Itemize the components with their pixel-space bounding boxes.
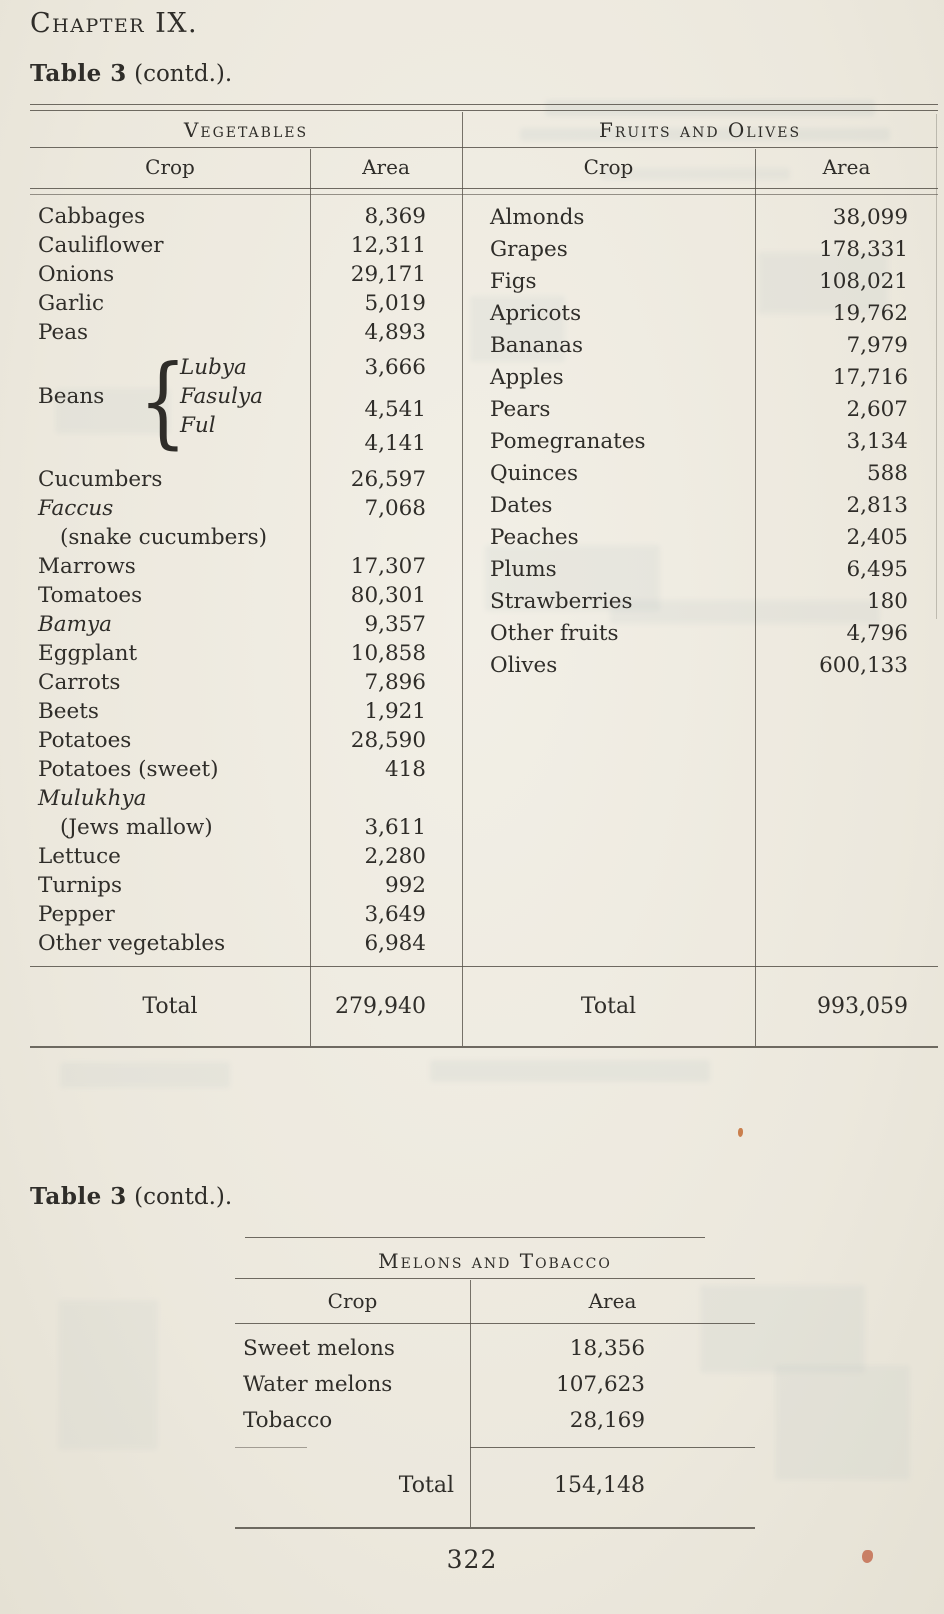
- crop-name: Faccus: [38, 496, 114, 521]
- table-row: [30, 668, 462, 697]
- crop-name: Apricots: [490, 301, 582, 326]
- fruit-rows: [462, 202, 938, 682]
- table-row: [462, 266, 938, 298]
- table-row: [30, 639, 462, 668]
- area-value: 9,357: [364, 612, 426, 637]
- area-value: 178,331: [819, 237, 908, 262]
- table-row: [462, 426, 938, 458]
- crop-name: Other vegetables: [38, 931, 226, 956]
- crop-name: Olives: [490, 653, 558, 678]
- table-row: [462, 202, 938, 234]
- table-row: [30, 697, 462, 726]
- fruit-total-label: Total: [580, 994, 637, 1019]
- table-row: [462, 234, 938, 266]
- table-row: [30, 813, 462, 842]
- table-row: [462, 522, 938, 554]
- area-value: 1,921: [364, 699, 426, 724]
- melons-section-title: Melons and Tobacco: [378, 1249, 612, 1273]
- table-b-heading: [30, 1183, 232, 1210]
- table-rule-bottom: [30, 1046, 938, 1048]
- crop-name: Dates: [490, 493, 553, 518]
- table-row: [30, 784, 462, 813]
- crop-name: Onions: [38, 262, 115, 287]
- table-row: [30, 231, 462, 260]
- area-value: 2,813: [846, 493, 908, 518]
- area-value: 3,134: [846, 429, 908, 454]
- crop-name: Mulukhya: [38, 786, 147, 811]
- crop-name: Strawberries: [490, 589, 633, 614]
- area-value: 4,893: [364, 320, 426, 345]
- crop-name: Cauliflower: [38, 233, 164, 258]
- table-row: [30, 202, 462, 231]
- area-value: 180: [866, 589, 908, 614]
- melons-crop-column-header: Crop: [327, 1289, 378, 1313]
- beans-label: Beans: [38, 384, 105, 409]
- bean-variety-name: Fasulya: [180, 384, 263, 409]
- crop-name: Potatoes (sweet): [38, 757, 219, 782]
- bleedthrough-smudge: [430, 1060, 710, 1082]
- table-row: [30, 842, 462, 871]
- table-row: [30, 929, 462, 958]
- bean-variety-area: 3,666: [364, 355, 426, 380]
- table-row: [462, 586, 938, 618]
- crop-name: Pomegranates: [490, 429, 646, 454]
- area-value: 28,169: [569, 1408, 645, 1433]
- crop-name: Tobacco: [243, 1408, 333, 1433]
- table-rule-under-titles: [30, 147, 938, 148]
- crop-name: Pears: [490, 397, 551, 422]
- table-rule-under-title: [235, 1278, 755, 1279]
- crop-name: Quinces: [490, 461, 578, 486]
- page-number: 322: [446, 1545, 498, 1574]
- table-rule-under-subhead: [30, 188, 938, 189]
- area-value: 10,858: [350, 641, 426, 666]
- crop-name: Pepper: [38, 902, 115, 927]
- table-b-heading-rest: (contd.).: [126, 1184, 233, 1210]
- melons-total-label: Total: [398, 1473, 454, 1498]
- table-row: [462, 330, 938, 362]
- area-value: 7,979: [846, 333, 908, 358]
- area-value: 3,649: [364, 902, 426, 927]
- area-value: 26,597: [350, 467, 426, 492]
- area-value: 38,099: [832, 205, 908, 230]
- table-row: [30, 871, 462, 900]
- area-value: 80,301: [350, 583, 426, 608]
- area-value: 6,984: [364, 931, 426, 956]
- melons-total-value: 154,148: [554, 1473, 645, 1498]
- table-row: [462, 362, 938, 394]
- area-value: 17,716: [832, 365, 908, 390]
- bleedthrough-smudge: [775, 1365, 910, 1480]
- table-rule-top: [245, 1237, 705, 1238]
- crop-name: Turnips: [38, 873, 122, 898]
- bean-variety-name: Lubya: [180, 355, 247, 380]
- crop-name: Marrows: [38, 554, 136, 579]
- table-row: [30, 289, 462, 318]
- vegetable-rows-before-beans: [30, 202, 462, 347]
- crop-name: Sweet melons: [243, 1336, 395, 1361]
- fruits-section-title: Fruits and Olives: [598, 118, 802, 142]
- table-row: [30, 523, 462, 552]
- table-row: [30, 726, 462, 755]
- crop-name: Peas: [38, 320, 89, 345]
- table-row: [30, 318, 462, 347]
- area-value: 17,307: [350, 554, 426, 579]
- crop-name: Potatoes: [38, 728, 132, 753]
- area-value: 2,280: [364, 844, 426, 869]
- table-row: [462, 618, 938, 650]
- crop-name: Eggplant: [38, 641, 138, 666]
- area-value: 3,611: [364, 815, 426, 840]
- table-row: [30, 581, 462, 610]
- table-a-heading-bold: Table 3: [30, 60, 127, 87]
- beans-brace: {: [138, 343, 187, 460]
- crop-name: Carrots: [38, 670, 121, 695]
- area-value: 992: [384, 873, 426, 898]
- table-row: [30, 900, 462, 929]
- table-row: [462, 458, 938, 490]
- area-value: 588: [866, 461, 908, 486]
- veg-crop-column-header: Crop: [145, 155, 195, 179]
- veg-area-column-header: Area: [362, 155, 410, 179]
- crop-name: Bamya: [38, 612, 112, 637]
- crop-name: Figs: [490, 269, 537, 294]
- crop-name: Cabbages: [38, 204, 146, 229]
- crop-name: Water melons: [243, 1372, 393, 1397]
- crops-table: [30, 104, 938, 1048]
- table-row: [235, 1403, 755, 1439]
- area-value: [310, 784, 462, 813]
- bleedthrough-smudge: [58, 1300, 158, 1450]
- table-row: [30, 552, 462, 581]
- table-row: [30, 610, 462, 639]
- fruit-total-value: 993,059: [817, 994, 908, 1019]
- beans-group: [30, 343, 462, 460]
- area-value: 28,590: [350, 728, 426, 753]
- crop-name: Almonds: [490, 205, 585, 230]
- crop-name: Plums: [490, 557, 557, 582]
- table-b-heading-bold: Table 3: [30, 1183, 127, 1210]
- area-value: 107,623: [556, 1372, 645, 1397]
- table-row: [462, 394, 938, 426]
- area-value: 2,607: [846, 397, 908, 422]
- area-value: 2,405: [846, 525, 908, 550]
- area-value: 12,311: [350, 233, 426, 258]
- table-row: [30, 260, 462, 289]
- veg-total-label: Total: [142, 994, 198, 1019]
- chapter-heading: Chapter IX.: [30, 8, 199, 39]
- crop-name: (Jews mallow): [60, 815, 213, 840]
- area-value: 600,133: [819, 653, 908, 678]
- table-row: [462, 554, 938, 586]
- area-value: 5,019: [364, 291, 426, 316]
- crop-name: Bananas: [490, 333, 583, 358]
- fruit-crop-column-header: Crop: [583, 155, 634, 179]
- table-row: [235, 1367, 755, 1403]
- bleedthrough-smudge: [60, 1062, 230, 1088]
- table-rule-under-subhead: [235, 1323, 755, 1324]
- crop-name: Lettuce: [38, 844, 121, 869]
- table-rule-bottom: [235, 1527, 755, 1529]
- area-value: 6,495: [846, 557, 908, 582]
- melons-rows: [235, 1331, 755, 1439]
- table-a-heading-rest: (contd.).: [126, 61, 233, 87]
- table-row: [235, 1331, 755, 1367]
- fruit-area-column-header: Area: [822, 155, 871, 179]
- vegetable-rows-after-beans: [30, 465, 462, 958]
- vegetables-section-title: Vegetables: [183, 118, 309, 142]
- table-a-heading: [30, 60, 232, 87]
- melons-area-column-header: Area: [588, 1289, 637, 1313]
- crop-name: Peaches: [490, 525, 579, 550]
- area-value: 4,796: [846, 621, 908, 646]
- crop-name: Cucumbers: [38, 467, 163, 492]
- scan-speck: [738, 1128, 743, 1137]
- crop-name: Garlic: [38, 291, 105, 316]
- table-rule-under-subhead-inner: [30, 194, 938, 195]
- table-row: [30, 755, 462, 784]
- area-value: 108,021: [819, 269, 908, 294]
- crop-name: Beets: [38, 699, 99, 724]
- area-value: [310, 523, 462, 552]
- table-rule-top: [30, 104, 938, 105]
- crop-name: Grapes: [490, 237, 568, 262]
- table-row: [30, 465, 462, 494]
- table-row: [462, 650, 938, 682]
- table-rule-above-total-left-stub: [235, 1447, 307, 1448]
- area-value: 29,171: [350, 262, 426, 287]
- table-rule-above-total: [470, 1447, 755, 1448]
- bean-variety-area: 4,141: [364, 431, 426, 456]
- crop-name: Other fruits: [490, 621, 619, 646]
- bean-variety-name: Ful: [180, 413, 216, 438]
- table-row: [462, 298, 938, 330]
- table-rule-top-inner: [30, 110, 938, 111]
- crop-name: Tomatoes: [38, 583, 143, 608]
- veg-total-value: 279,940: [335, 994, 426, 1019]
- table-row: [30, 494, 462, 523]
- area-value: 8,369: [364, 204, 426, 229]
- bean-variety-area: 4,541: [364, 397, 426, 422]
- area-value: 18,356: [569, 1336, 645, 1361]
- melons-tobacco-table: [235, 1237, 755, 1529]
- crop-name: Apples: [490, 365, 564, 390]
- area-value: 7,068: [364, 496, 426, 521]
- area-value: 7,896: [364, 670, 426, 695]
- table-rule-above-total: [30, 966, 938, 967]
- area-value: 19,762: [832, 301, 908, 326]
- area-value: 418: [384, 757, 426, 782]
- crop-name: (snake cucumbers): [60, 525, 268, 550]
- table-row: [462, 490, 938, 522]
